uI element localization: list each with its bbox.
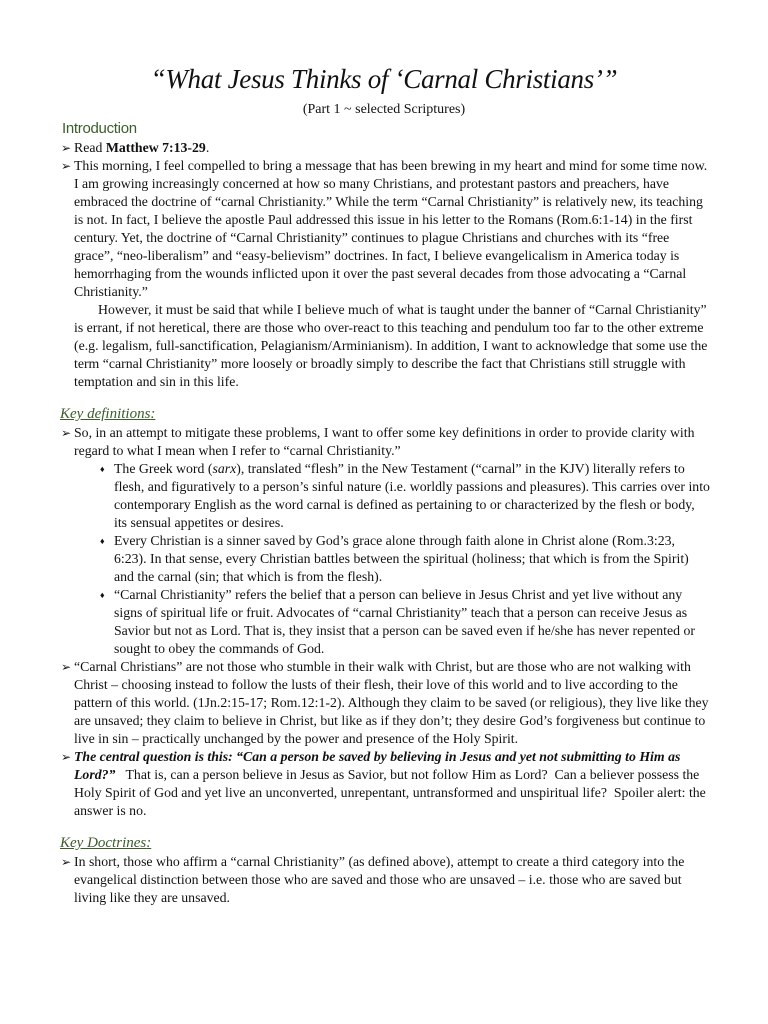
definition-sarx-text-b: ), translated “flesh” in the New Testament (“carnal” in the KJV) literally refers to flesh, and figuratively to a person’s sinful nature (i.e. worldly passions and pleasures). This carries over into contemporary English as the word carnal is defined as pertaining to or characterized by the flesh or body, its sensual appetites or desires. (114, 461, 710, 530)
page-title: “What Jesus Thinks of ‘Carnal Christians’” (150, 64, 618, 94)
definitions-lead (60, 424, 710, 460)
arrow-bullet-icon: ➢ (61, 141, 72, 155)
arrow-bullet-icon: ➢ (61, 750, 72, 764)
definition-item-sinner (100, 532, 710, 586)
intro-paragraph-text: This morning, I feel compelled to bring a message that has been brewing in my heart and mind for some time now. I am growing increasingly concerned at how so many Christians, and protestant pastors and preachers, have embraced the doctrine of “carnal Christianity.” While the term “Carnal Christianity” is relatively new, its teaching is not. In fact, I believe the apostle Paul addressed this issue in his letter to the Romans (Rom.6:1-14) in the first century. Yet, the doctrine of “Carnal Christianity” continues to plague Christians and churches with its “free grace”, “neo-liberalism” and “easy-believism” doctrines. In fact, I believe evangelicalism in America today is hemorrhaging from the wounds inflicted upon it over the past several decades from those advocating a “Carnal Christianity.” (74, 158, 708, 299)
definition-sinner-text: Every Christian is a sinner saved by God’s grace alone through faith alone in Christ alone (Rom.3:23, 6:23). In that sense, every Christian battles between the spiritual (holiness; that which is from the Spirit) and the carnal (sin; that which is from the flesh). (114, 533, 689, 584)
read-reference: Matthew 7:13-29 (105, 140, 206, 155)
page-subtitle: (Part 1 ~ selected Scriptures) (302, 102, 466, 117)
read-prefix: Read (74, 140, 106, 155)
definitions-heading-text: Key definitions (60, 406, 151, 422)
definition-carnal-text: “Carnal Christianity” refers the belief that a person can believe in Jesus Christ and yet live without any signs of spiritual life or fruit. Advocates of “carnal Christianity” teach that a person can receive Jesus as Savior but not as Lord. That is, they insist that a person can be saved even if he/she has never repented or sought to obey the commands of God. (114, 587, 695, 656)
diamond-bullet-icon: ♦ (100, 590, 105, 600)
doctrines-heading-text: Key Doctrines (60, 835, 147, 851)
read-line (60, 139, 710, 157)
intro-paragraph (60, 157, 710, 301)
arrow-bullet-icon: ➢ (61, 855, 72, 869)
definitions-heading (60, 405, 710, 423)
definition-sarx-word: sarx (212, 461, 237, 476)
definitions-section (60, 405, 710, 820)
carnal-christians-paragraph (60, 658, 710, 748)
document-body (60, 120, 710, 907)
carnal-christians-text: “Carnal Christians” are not those who stumble in their walk with Christ, but are those who are not walking with Christ – choosing instead to follow the lusts of their flesh, their love of this world and to live according to the pattern of this world. (1Jn.2:15-17; Rom.12:1-2). Although they claim to be saved (or religious), they live like they are unsaved; they claim to believe in Christ, but like as if they don’t; they desire God’s forgiveness but continue to live in sin – practically unchanged by the power and presence of the Holy Spirit. (74, 659, 709, 746)
doctrines-section (60, 834, 710, 907)
doctrines-paragraph-text: In short, those who affirm a “carnal Christianity” (as defined above), attempt to create a third category into the evangelical distinction between those who are saved and those who are unsaved – i.e. those who are saved but living like they are unsaved. (74, 854, 685, 905)
diamond-bullet-icon: ♦ (100, 464, 105, 474)
arrow-bullet-icon: ➢ (61, 660, 72, 674)
definitions-lead-text: So, in an attempt to mitigate these problems, I want to offer some key definitions in order to provide clarity with regard to what I mean when I refer to “carnal Christianity.” (74, 425, 695, 458)
definition-item-sarx (100, 460, 710, 532)
definitions-heading-colon: : (150, 406, 156, 422)
intro-heading: Introduction (62, 120, 137, 137)
central-question-paragraph (60, 748, 710, 820)
definitions-bullet-list (60, 460, 710, 658)
read-suffix: . (205, 140, 210, 155)
definition-item-carnal (100, 586, 710, 658)
doctrines-paragraph (60, 853, 710, 907)
diamond-bullet-icon: ♦ (100, 536, 105, 546)
intro-paragraph-2: However, it must be said that while I believe much of what is taught under the banner of “Carnal Christianity” is errant, if not heretical, there are those who over-react to this teaching and pendulum too far to the other extreme (e.g. legalism, full-sanctification, Pelagianism/Arminianism). In addition, I want to acknowledge that some use the term “carnal Christianity” more loosely or broadly simply to describe the fact that Christians still struggle with temptation and sin in this life. (74, 302, 708, 389)
arrow-bullet-icon: ➢ (61, 159, 72, 173)
definition-sarx-text-a: The Greek word ( (114, 461, 213, 476)
central-question-rest: That is, can a person believe in Jesus as Savior, but not follow Him as Lord? Can a believer possess the Holy Spirit of God and yet live an unconverted, unrepentant, untransformed and unspiritual life? Spoiler alert: the answer is no. (74, 767, 710, 818)
arrow-bullet-icon: ➢ (61, 426, 72, 440)
intro-section (60, 120, 710, 391)
central-question-bold: The central question is this: “Can a person be saved by believing in Jesus and yet not submitting to Him as Lord?” (74, 749, 681, 782)
doctrines-heading-colon: : (146, 835, 152, 851)
doctrines-heading (60, 834, 710, 852)
